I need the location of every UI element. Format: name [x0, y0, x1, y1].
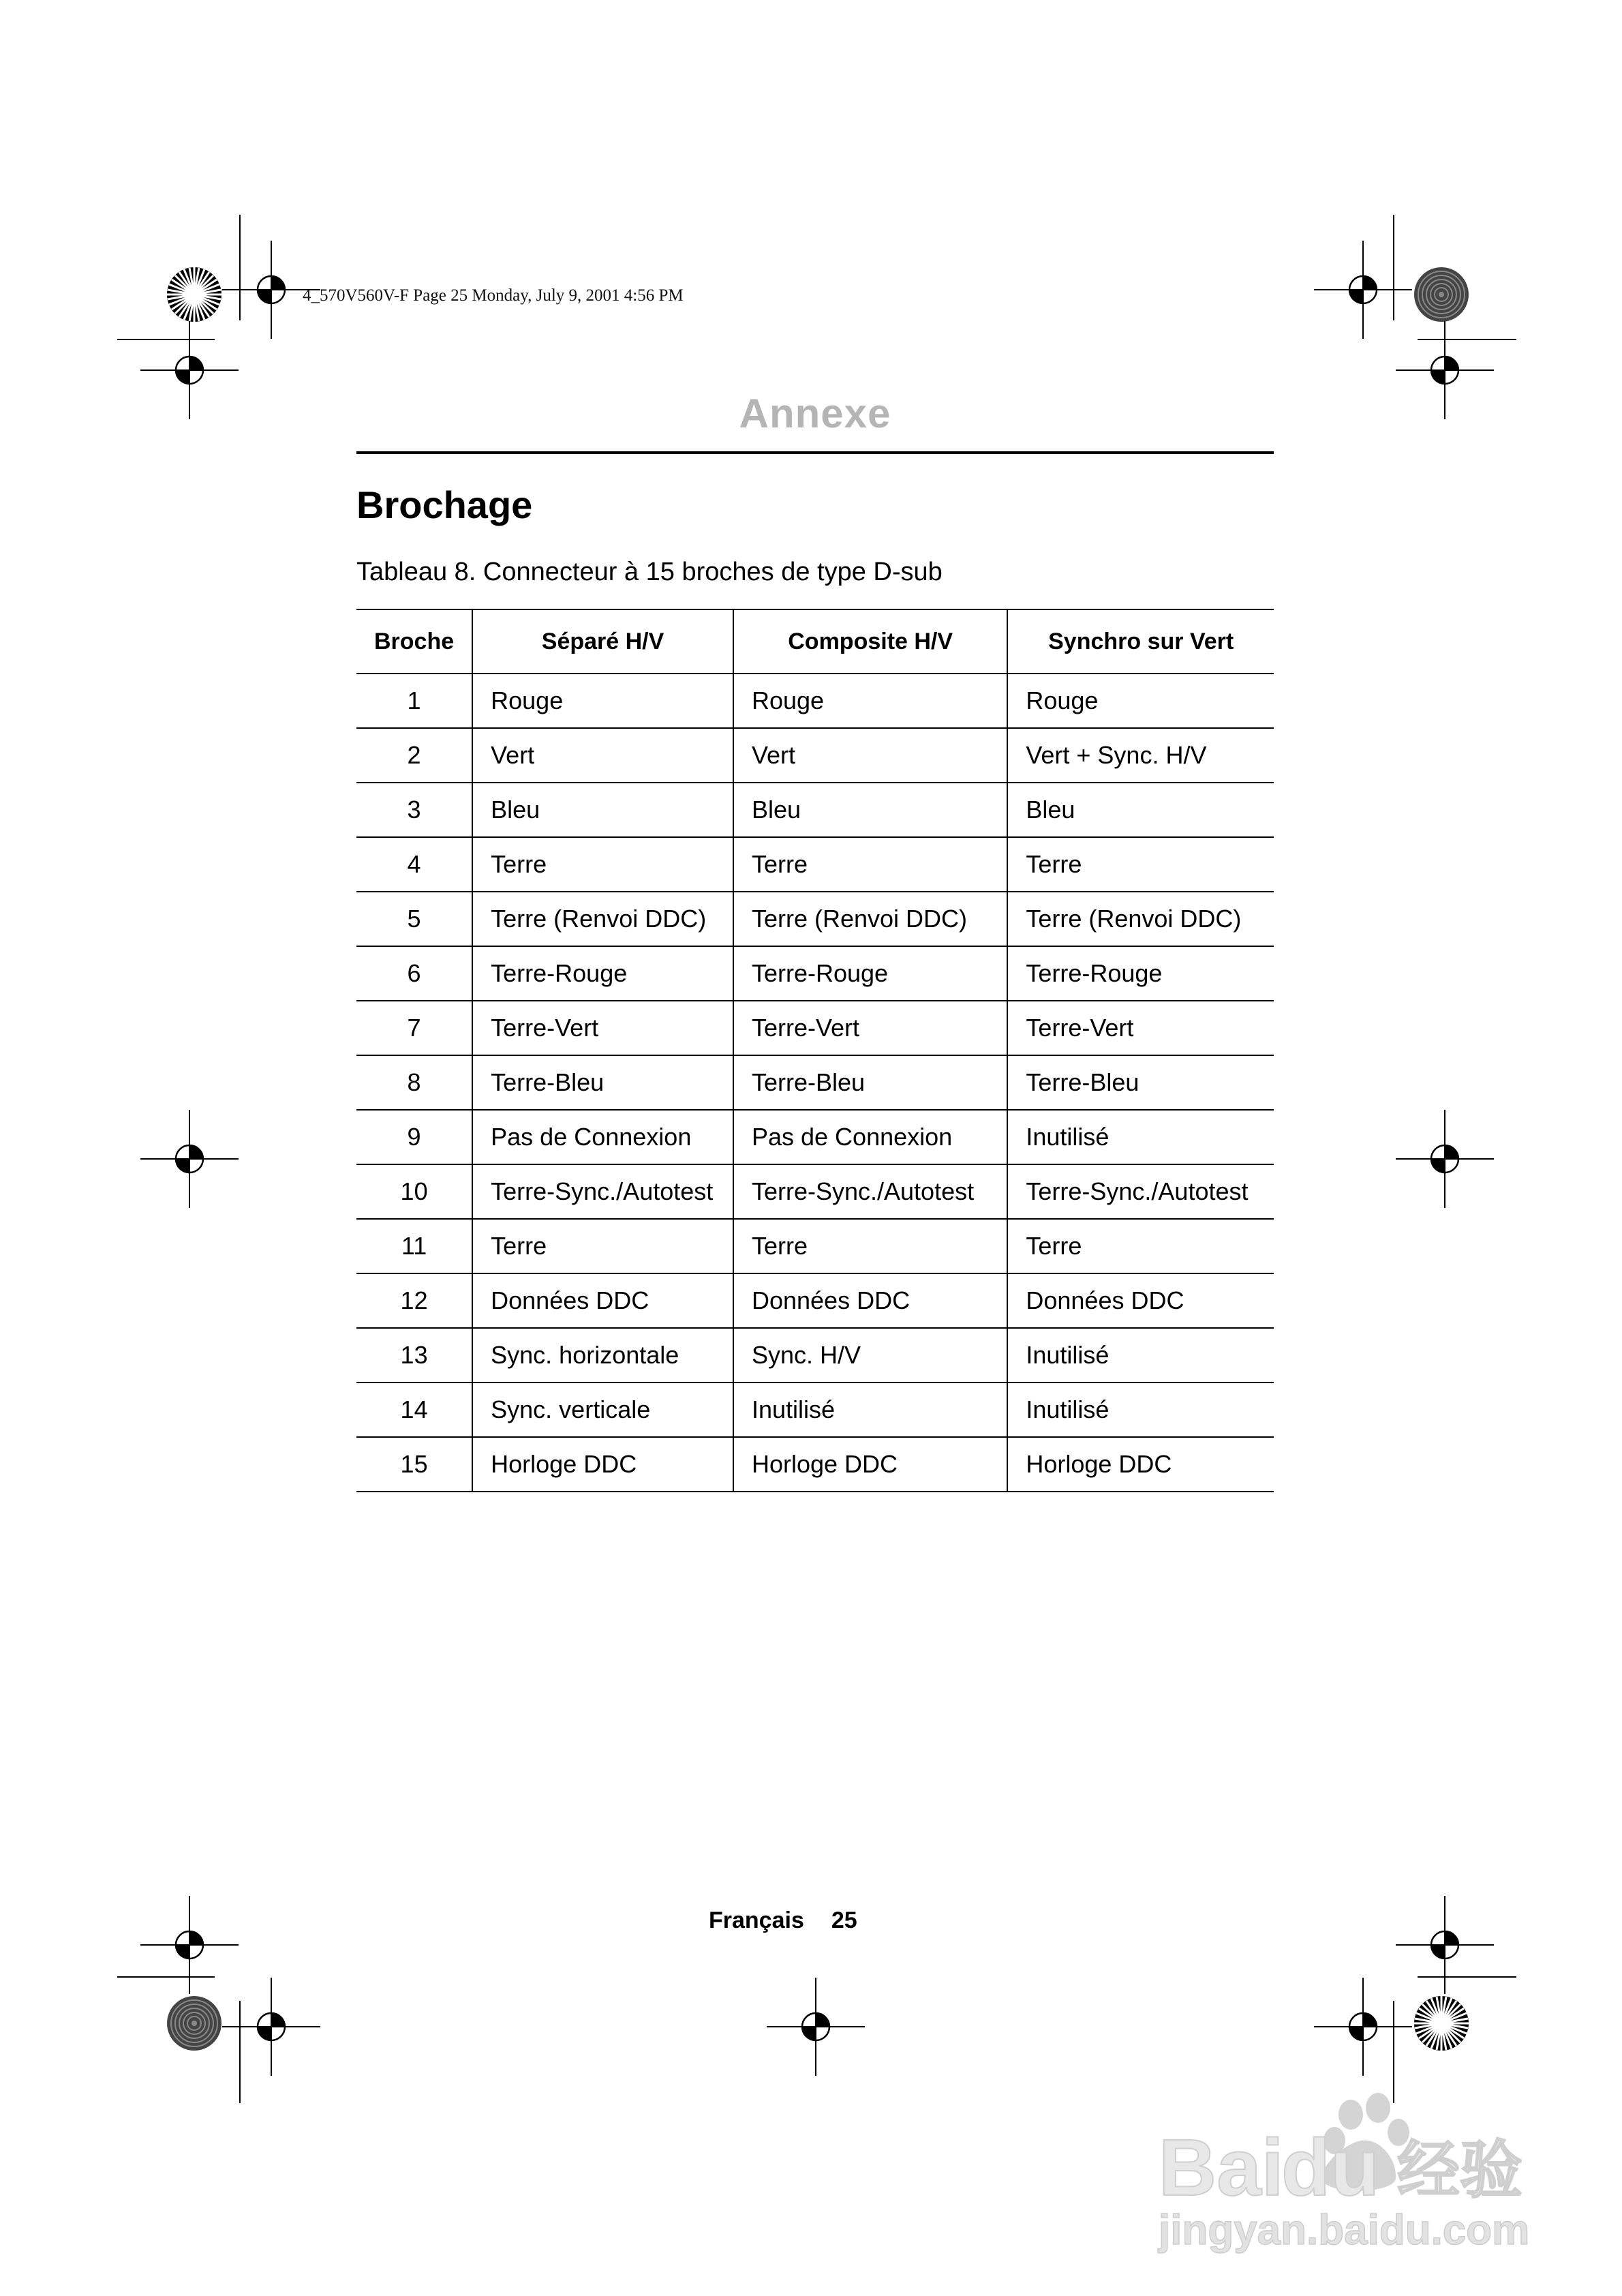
pin-number: 15 — [356, 1437, 472, 1492]
print-slug: 4_570V560V-F Page 25 Monday, July 9, 2001 4:56 PM — [303, 286, 684, 305]
table-row — [356, 1001, 1274, 1055]
pin-number: 5 — [356, 892, 472, 946]
cell-synchro-vert: Terre-Sync./Autotest — [1007, 1164, 1274, 1219]
pin-number: 9 — [356, 1110, 472, 1164]
pin-number: 10 — [356, 1164, 472, 1219]
cell-synchro-vert: Bleu — [1007, 783, 1274, 837]
cell-separe: Terre — [472, 1219, 733, 1273]
table-row — [356, 946, 1274, 1001]
cell-separe: Horloge DDC — [472, 1437, 733, 1492]
cell-separe: Terre (Renvoi DDC) — [472, 892, 733, 946]
table-row — [356, 892, 1274, 946]
cell-synchro-vert: Terre-Bleu — [1007, 1055, 1274, 1110]
cell-synchro-vert: Vert + Sync. H/V — [1007, 728, 1274, 783]
pin-number: 1 — [356, 674, 472, 728]
cell-synchro-vert: Terre-Vert — [1007, 1001, 1274, 1055]
table-row — [356, 1164, 1274, 1219]
cell-composite: Terre-Vert — [733, 1001, 1007, 1055]
cell-synchro-vert: Terre-Rouge — [1007, 946, 1274, 1001]
section-title: Annexe — [739, 391, 891, 436]
pin-number: 3 — [356, 783, 472, 837]
cell-separe: Vert — [472, 728, 733, 783]
table-row — [356, 1273, 1274, 1328]
column-header-separe: Séparé H/V — [472, 609, 733, 674]
table-row — [356, 1055, 1274, 1110]
table-caption: Tableau 8. Connecteur à 15 broches de type D-sub — [356, 558, 943, 586]
table-row — [356, 1219, 1274, 1273]
cell-synchro-vert: Rouge — [1007, 674, 1274, 728]
cell-separe: Sync. verticale — [472, 1383, 733, 1437]
table-row — [356, 1328, 1274, 1383]
cell-synchro-vert: Inutilisé — [1007, 1110, 1274, 1164]
table-row — [356, 783, 1274, 837]
cell-composite: Terre-Bleu — [733, 1055, 1007, 1110]
svg-text:du: du — [1281, 2123, 1380, 2213]
cell-composite: Bleu — [733, 783, 1007, 837]
cell-composite: Terre — [733, 1219, 1007, 1273]
pin-number: 2 — [356, 728, 472, 783]
cell-composite: Sync. H/V — [733, 1328, 1007, 1383]
table-row — [356, 1437, 1274, 1492]
pin-number: 11 — [356, 1219, 472, 1273]
cell-composite: Données DDC — [733, 1273, 1007, 1328]
cell-composite: Horloge DDC — [733, 1437, 1007, 1492]
cell-composite: Rouge — [733, 674, 1007, 728]
cell-composite: Vert — [733, 728, 1007, 783]
pin-number: 14 — [356, 1383, 472, 1437]
cell-composite: Inutilisé — [733, 1383, 1007, 1437]
cell-separe: Pas de Connexion — [472, 1110, 733, 1164]
cell-separe: Bleu — [472, 783, 733, 837]
cell-synchro-vert: Inutilisé — [1007, 1383, 1274, 1437]
svg-text:Bai: Bai — [1159, 2123, 1284, 2213]
page-footer — [709, 1907, 857, 1934]
footer-page-number: 25 — [831, 1907, 857, 1933]
column-header-broche: Broche — [356, 609, 472, 674]
pin-number: 6 — [356, 946, 472, 1001]
cell-composite: Pas de Connexion — [733, 1110, 1007, 1164]
cell-separe: Sync. horizontale — [472, 1328, 733, 1383]
cell-separe: Terre — [472, 837, 733, 892]
table-header-row — [356, 609, 1274, 674]
header-rule — [356, 451, 1274, 454]
cell-composite: Terre (Renvoi DDC) — [733, 892, 1007, 946]
pin-number: 8 — [356, 1055, 472, 1110]
column-header-synchro-vert: Synchro sur Vert — [1007, 609, 1274, 674]
cell-synchro-vert: Terre (Renvoi DDC) — [1007, 892, 1274, 946]
page-heading: Brochage — [356, 483, 533, 526]
svg-text:jingyan.baidu.com: jingyan.baidu.com — [1159, 2207, 1530, 2254]
cell-synchro-vert: Inutilisé — [1007, 1328, 1274, 1383]
cell-separe: Rouge — [472, 674, 733, 728]
pin-number: 7 — [356, 1001, 472, 1055]
cell-separe: Données DDC — [472, 1273, 733, 1328]
table-row — [356, 1110, 1274, 1164]
cell-separe: Terre-Vert — [472, 1001, 733, 1055]
cell-separe: Terre-Rouge — [472, 946, 733, 1001]
pin-number: 4 — [356, 837, 472, 892]
cell-composite: Terre-Rouge — [733, 946, 1007, 1001]
table-row — [356, 1383, 1274, 1437]
table-row — [356, 728, 1274, 783]
svg-text:经验: 经验 — [1397, 2134, 1523, 2207]
column-header-composite: Composite H/V — [733, 609, 1007, 674]
cell-composite: Terre-Sync./Autotest — [733, 1164, 1007, 1219]
baidu-watermark-logo — [1152, 2093, 1561, 2256]
cell-synchro-vert: Données DDC — [1007, 1273, 1274, 1328]
table-row — [356, 674, 1274, 728]
cell-synchro-vert: Terre — [1007, 1219, 1274, 1273]
cell-separe: Terre-Bleu — [472, 1055, 733, 1110]
pin-number: 12 — [356, 1273, 472, 1328]
pinout-table — [356, 609, 1274, 1492]
cell-synchro-vert: Horloge DDC — [1007, 1437, 1274, 1492]
footer-language: Français — [709, 1907, 804, 1933]
cell-composite: Terre — [733, 837, 1007, 892]
pin-number: 13 — [356, 1328, 472, 1383]
table-row — [356, 837, 1274, 892]
cell-synchro-vert: Terre — [1007, 837, 1274, 892]
cell-separe: Terre-Sync./Autotest — [472, 1164, 733, 1219]
